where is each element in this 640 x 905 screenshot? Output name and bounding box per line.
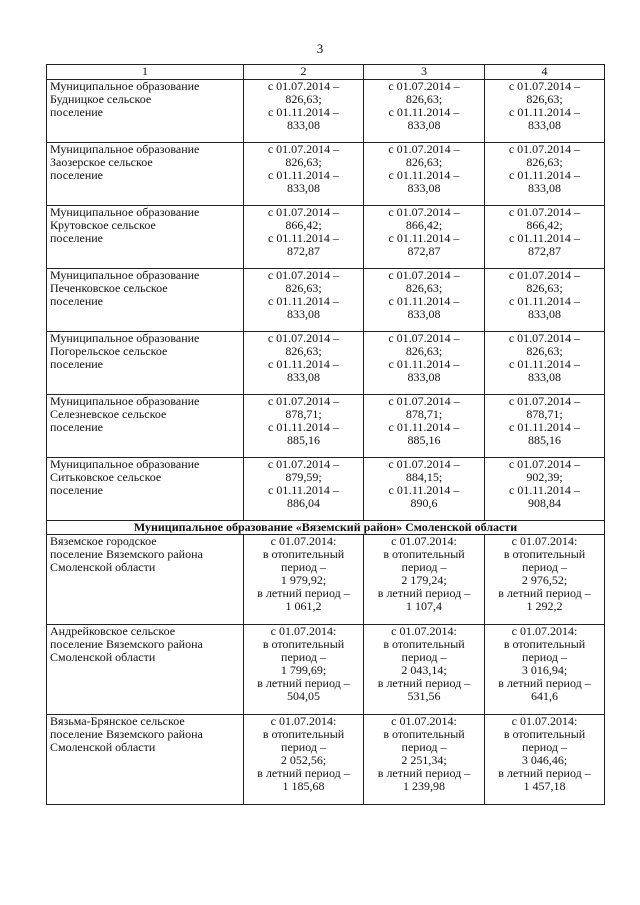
column-number-1: 1 [47, 65, 244, 80]
cell-line: 826,63; [405, 281, 443, 295]
value-cell-col4 [485, 395, 605, 458]
cell-line: 885,16 [287, 433, 320, 447]
cell-line: 833,08 [287, 370, 320, 384]
page-number: 3 [316, 41, 324, 56]
cell-line: 872,87 [528, 244, 561, 258]
cell-line: Муниципальное образование [50, 331, 200, 345]
cell-line: поселение [50, 294, 104, 308]
cell-line: с 01.07.2014 – [267, 331, 340, 345]
cell-line: 826,63; [405, 155, 443, 169]
cell-line: период – [281, 740, 326, 754]
cell-line: 908,84 [528, 496, 561, 510]
municipality-cell [47, 206, 244, 269]
value-cell-col2 [244, 143, 364, 206]
column-number-row [47, 65, 605, 80]
cell-line: с 01.07.2014 – [508, 79, 581, 93]
municipality-cell [47, 395, 244, 458]
cell-line: с 01.11.2014 – [509, 483, 580, 497]
cell-line: с 01.11.2014 – [268, 105, 339, 119]
value-cell-col2 [244, 80, 364, 143]
cell-line: с 01.07.2014 – [267, 457, 340, 471]
cell-line: Муниципальное образование [50, 142, 200, 156]
cell-line: Андрейковское сельское [50, 624, 176, 638]
cell-line: с 01.11.2014 – [509, 105, 580, 119]
cell-line: с 01.07.2014 – [508, 268, 581, 282]
cell-line: 2 976,52; [521, 573, 568, 587]
cell-line: 3 016,94; [521, 663, 568, 677]
cell-line: с 01.11.2014 – [268, 231, 339, 245]
cell-line: период – [522, 740, 567, 754]
value-cell-col3 [364, 143, 485, 206]
value-cell-col4 [485, 269, 605, 332]
cell-line: 1 292,2 [526, 599, 563, 613]
cell-line: в отопительный [503, 637, 586, 651]
cell-line: с 01.11.2014 – [268, 483, 339, 497]
cell-line: с 01.07.2014 – [267, 79, 340, 93]
table-row [47, 332, 605, 395]
cell-line: Смоленской области [50, 740, 156, 754]
cell-line: в летний период – [257, 676, 350, 690]
cell-line: 879,59; [285, 470, 322, 484]
table-row [47, 206, 605, 269]
cell-line: 2 251,34; [401, 753, 447, 767]
cell-line: с 01.07.2014 – [508, 205, 581, 219]
cell-line: с 01.11.2014 – [268, 420, 339, 434]
municipality-cell [47, 715, 244, 805]
cell-line: 833,08 [287, 307, 320, 321]
cell-line: 1 061,2 [285, 599, 322, 613]
cell-line: поселение Вяземского района [50, 727, 203, 741]
cell-line: поселение Вяземского района [50, 547, 203, 561]
cell-line: Муниципальное образование [50, 79, 200, 93]
cell-line: 641,6 [531, 689, 558, 703]
cell-line: с 01.11.2014 – [388, 420, 460, 434]
tariff-table [46, 64, 605, 805]
cell-line: с 01.07.2014 – [508, 142, 581, 156]
value-cell-col3 [364, 332, 485, 395]
cell-line: с 01.07.2014: [391, 534, 457, 548]
cell-line: 878,71; [285, 407, 322, 421]
cell-line: 826,63; [285, 344, 322, 358]
cell-line: в летний период – [498, 676, 591, 690]
cell-line: 2 179,24; [401, 573, 447, 587]
cell-line: 1 107,4 [406, 599, 442, 613]
cell-line: 833,08 [407, 181, 441, 195]
cell-line: поселение [50, 105, 104, 119]
settlement-rows [47, 80, 605, 521]
cell-line: с 01.07.2014 – [388, 457, 460, 471]
cell-line: 833,08 [407, 307, 441, 321]
value-cell-col2 [244, 206, 364, 269]
cell-line: 866,42; [405, 218, 443, 232]
value-cell-col2 [244, 715, 364, 805]
cell-line: 833,08 [528, 118, 561, 132]
cell-line: 2 052,56; [280, 753, 327, 767]
cell-line: поселение Вяземского района [50, 637, 203, 651]
cell-line: 826,63; [285, 155, 322, 169]
cell-line: с 01.11.2014 – [388, 105, 460, 119]
cell-line: 833,08 [407, 370, 441, 384]
cell-line: с 01.11.2014 – [388, 483, 460, 497]
value-cell-col3 [364, 625, 485, 715]
cell-line: с 01.11.2014 – [509, 420, 580, 434]
cell-line: с 01.11.2014 – [268, 294, 339, 308]
cell-line: с 01.07.2014: [391, 624, 457, 638]
column-number-2: 2 [244, 65, 364, 80]
section-header-row [47, 521, 605, 535]
cell-line: Муниципальное образование [50, 457, 200, 471]
municipality-cell [47, 332, 244, 395]
cell-line: с 01.07.2014 – [388, 268, 460, 282]
cell-line: 885,16 [407, 433, 441, 447]
cell-line: в летний период – [377, 586, 471, 600]
municipality-cell [47, 458, 244, 521]
cell-line: в отопительный [503, 727, 586, 741]
cell-line: 1 457,18 [523, 779, 566, 793]
cell-line: 833,08 [528, 181, 561, 195]
cell-line: с 01.07.2014 – [267, 268, 340, 282]
cell-line: 531,56 [407, 689, 441, 703]
cell-line: 826,63; [526, 92, 563, 106]
cell-line: Муниципальное образование [50, 205, 200, 219]
value-cell-col4 [485, 206, 605, 269]
municipality-cell [47, 143, 244, 206]
cell-line: 826,63; [285, 92, 322, 106]
cell-line: 878,71; [405, 407, 443, 421]
cell-line: с 01.11.2014 – [388, 231, 460, 245]
cell-line: с 01.11.2014 – [509, 231, 580, 245]
value-cell-col2 [244, 269, 364, 332]
cell-line: с 01.07.2014: [270, 714, 337, 728]
value-cell-col3 [364, 80, 485, 143]
municipality-cell [47, 80, 244, 143]
cell-line: период – [522, 560, 567, 574]
table-row [47, 143, 605, 206]
cell-line: 826,63; [405, 344, 443, 358]
cell-line: с 01.07.2014 – [267, 205, 340, 219]
cell-line: 833,08 [287, 118, 320, 132]
municipality-cell [47, 535, 244, 625]
cell-line: 826,63; [526, 344, 563, 358]
cell-line: 833,08 [407, 118, 441, 132]
value-cell-col3 [364, 395, 485, 458]
cell-line: период – [401, 650, 447, 664]
cell-line: 504,05 [287, 689, 320, 703]
cell-line: 826,63; [526, 155, 563, 169]
cell-line: поселение [50, 357, 104, 371]
cell-line: с 01.07.2014: [270, 624, 337, 638]
cell-line: в летний период – [498, 766, 591, 780]
cell-line: поселение [50, 168, 104, 182]
value-cell-col4 [485, 458, 605, 521]
cell-line: Муниципальное образование [50, 394, 200, 408]
cell-line: 833,08 [287, 181, 320, 195]
cell-line: с 01.07.2014 – [388, 142, 460, 156]
cell-line: период – [401, 560, 447, 574]
cell-line: с 01.07.2014: [511, 534, 578, 548]
cell-line: с 01.11.2014 – [509, 294, 580, 308]
cell-line: поселение [50, 231, 104, 245]
table-row [47, 535, 605, 625]
value-cell-col3 [364, 269, 485, 332]
value-cell-col4 [485, 332, 605, 395]
cell-line: 902,39; [526, 470, 563, 484]
cell-line: с 01.07.2014: [511, 714, 578, 728]
cell-line: 866,42; [526, 218, 563, 232]
cell-line: с 01.07.2014 – [388, 205, 460, 219]
cell-line: 885,16 [528, 433, 561, 447]
cell-line: Смоленской области [50, 650, 156, 664]
cell-line: 890,6 [410, 496, 438, 510]
cell-line: в летний период – [498, 586, 591, 600]
cell-line: с 01.07.2014: [511, 624, 578, 638]
cell-line: с 01.07.2014 – [508, 394, 581, 408]
vyazma-rows [47, 535, 605, 805]
cell-line: период – [522, 650, 567, 664]
cell-line: Будницкое сельское [50, 92, 152, 106]
cell-line: период – [401, 740, 447, 754]
cell-line: 866,42; [285, 218, 322, 232]
value-cell-col3 [364, 715, 485, 805]
cell-line: в отопительный [383, 637, 465, 651]
column-number-4: 4 [485, 65, 605, 80]
table-row [47, 715, 605, 805]
cell-line: с 01.07.2014: [270, 534, 337, 548]
cell-line: Смоленской области [50, 560, 156, 574]
cell-line: в отопительный [262, 727, 345, 741]
cell-line: в летний период – [257, 766, 350, 780]
cell-line: 1 979,92; [280, 573, 327, 587]
cell-line: Заозерское сельское [50, 155, 153, 169]
cell-line: 826,63; [526, 281, 563, 295]
value-cell-col2 [244, 535, 364, 625]
cell-line: с 01.07.2014 – [508, 457, 581, 471]
cell-line: 1 185,68 [282, 779, 325, 793]
cell-line: 878,71; [526, 407, 563, 421]
table-row [47, 625, 605, 715]
value-cell-col4 [485, 143, 605, 206]
cell-line: с 01.11.2014 – [268, 357, 339, 371]
cell-line: с 01.07.2014: [391, 714, 457, 728]
cell-line: в отопительный [383, 727, 465, 741]
cell-line: с 01.11.2014 – [388, 168, 460, 182]
value-cell-col4 [485, 715, 605, 805]
cell-line: 872,87 [287, 244, 320, 258]
municipality-cell [47, 269, 244, 332]
value-cell-col2 [244, 395, 364, 458]
cell-line: Вязьма-Брянское сельское [50, 714, 185, 728]
cell-line: Погорельское сельское [50, 344, 168, 358]
section-title: Муниципальное образование «Вяземский район» Смоленской области [47, 521, 605, 535]
value-cell-col3 [364, 206, 485, 269]
cell-line: в отопительный [262, 547, 345, 561]
table-row [47, 269, 605, 332]
cell-line: 3 046,46; [521, 753, 568, 767]
cell-line: Ситьковское сельское [50, 470, 162, 484]
value-cell-col2 [244, 332, 364, 395]
cell-line: 872,87 [407, 244, 441, 258]
cell-line: период – [281, 560, 326, 574]
cell-line: период – [281, 650, 326, 664]
cell-line: 826,63; [285, 281, 322, 295]
cell-line: 1 799,69; [280, 663, 327, 677]
cell-line: Печенковское сельское [50, 281, 168, 295]
column-number-3: 3 [364, 65, 485, 80]
cell-line: с 01.11.2014 – [388, 294, 460, 308]
municipality-cell [47, 625, 244, 715]
cell-line: Крутовское сельское [50, 218, 156, 232]
value-cell-col3 [364, 458, 485, 521]
cell-line: 833,08 [528, 370, 561, 384]
cell-line: с 01.11.2014 – [509, 168, 580, 182]
value-cell-col4 [485, 625, 605, 715]
cell-line: с 01.11.2014 – [388, 357, 460, 371]
table-row [47, 395, 605, 458]
value-cell-col2 [244, 458, 364, 521]
cell-line: с 01.11.2014 – [509, 357, 580, 371]
value-cell-col4 [485, 535, 605, 625]
cell-line: Муниципальное образование [50, 268, 200, 282]
cell-line: с 01.07.2014 – [508, 331, 581, 345]
cell-line: 826,63; [405, 92, 443, 106]
cell-line: в отопительный [262, 637, 345, 651]
table-row [47, 458, 605, 521]
cell-line: с 01.07.2014 – [267, 142, 340, 156]
cell-line: поселение [50, 420, 104, 434]
cell-line: в летний период – [377, 766, 471, 780]
cell-line: 2 043,14; [401, 663, 447, 677]
cell-line: 833,08 [528, 307, 561, 321]
value-cell-col4 [485, 80, 605, 143]
table-row [47, 80, 605, 143]
cell-line: поселение [50, 483, 104, 497]
cell-line: 884,15; [405, 470, 443, 484]
cell-line: с 01.07.2014 – [388, 79, 460, 93]
cell-line: с 01.07.2014 – [388, 394, 460, 408]
cell-line: в отопительный [503, 547, 586, 561]
cell-line: 886,04 [287, 496, 320, 510]
cell-line: с 01.11.2014 – [268, 168, 339, 182]
value-cell-col3 [364, 535, 485, 625]
cell-line: с 01.07.2014 – [267, 394, 340, 408]
cell-line: с 01.07.2014 – [388, 331, 460, 345]
cell-line: Селезневское сельское [50, 407, 167, 421]
cell-line: в летний период – [377, 676, 471, 690]
cell-line: 1 239,98 [403, 779, 445, 793]
cell-line: Вяземское городское [50, 534, 157, 548]
cell-line: в отопительный [383, 547, 465, 561]
cell-line: в летний период – [257, 586, 350, 600]
value-cell-col2 [244, 625, 364, 715]
